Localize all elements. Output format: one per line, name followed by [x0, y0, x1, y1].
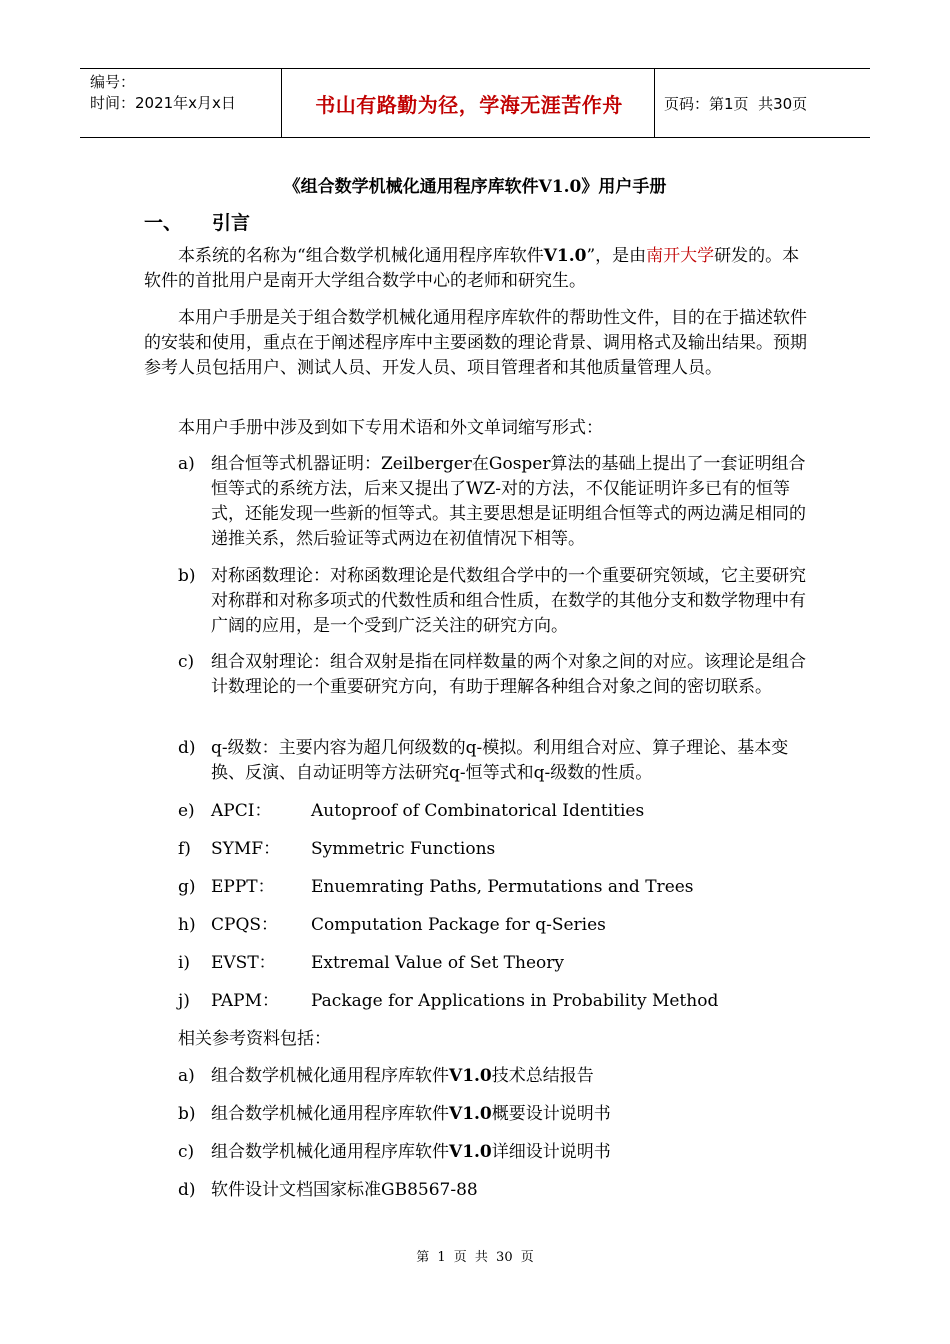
abbreviation-item [178, 875, 694, 900]
abbr-value: Symmetric Functions [311, 839, 496, 859]
abbreviation-item [178, 913, 606, 938]
abbr-key: CPQS： [211, 915, 279, 935]
abbr-value: Computation Package for q-Series [311, 915, 606, 935]
ref-text: 详细设计说明书 [491, 1142, 611, 1162]
ref-version: V1.0 [449, 1142, 492, 1162]
item-text: q-级数：主要内容为超几何级数的q-模拟。利用组合对应、算子理论、基本变换、反演、自动证明等方法研究q-恒等式和q-级数的性质。 [211, 738, 789, 783]
item-label: d) [178, 1180, 196, 1200]
abbreviation-item [178, 837, 495, 862]
term-item [178, 736, 818, 786]
term-item [178, 650, 818, 700]
references-intro: 相关参考资料包括： [178, 1029, 331, 1049]
reference-item [178, 1064, 594, 1089]
p1-version: V1.0 [543, 246, 587, 266]
abbreviation-item [178, 799, 644, 824]
abbr-key: PAPM： [211, 991, 279, 1011]
item-label: d) [178, 738, 196, 758]
item-label: h) [178, 915, 196, 935]
intro-paragraph-2 [144, 306, 812, 381]
item-label: j) [178, 991, 190, 1011]
item-label: c) [178, 1142, 195, 1162]
section-number: 一、 [144, 212, 183, 234]
p1-text: ”，是由 [586, 246, 647, 266]
abbr-key: EVST： [211, 953, 276, 973]
abbreviation-item [178, 989, 718, 1014]
reference-item [178, 1140, 611, 1165]
header-meta [90, 72, 236, 114]
abbr-value: Package for Applications in Probability Method [311, 991, 719, 1011]
abbr-key: SYMF： [211, 839, 281, 859]
term-item [178, 564, 818, 639]
item-label: a) [178, 454, 195, 474]
nankai-link[interactable]: 南开大学 [646, 246, 715, 266]
header-divider [281, 69, 282, 137]
intro-paragraph-1 [144, 244, 812, 294]
item-label: c) [178, 652, 195, 672]
intro-paragraph-3 [144, 416, 812, 441]
item-label: a) [178, 1066, 195, 1086]
p2-text: 本用户手册是关于组合数学机械化通用程序库软件的帮助性文件，目的在于描述软件的安装和使用，重点在于阐述程序库中主要函数的理论背景、调用格式及输出结果。预期参考人员包括用户、测试人员、开发人员、项目管理者和其他质量管理人员。 [144, 308, 807, 378]
reference-item [178, 1102, 611, 1127]
item-label: f) [178, 839, 191, 859]
item-text: 组合恒等式机器证明：Zeilberger在Gosper算法的基础上提出了一套证明组合恒等式的系统方法，后来又提出了WZ-对的方法，不仅能证明许多已有的恒等式，还能发现一些新的恒等式。其主要思想是证明组合恒等式的两边满足相同的递推关系，然后验证等式两边在初值情况下相等。 [211, 454, 806, 549]
reference-item [178, 1178, 478, 1203]
header-page-number: 页码：第1页 共30页 [664, 94, 808, 113]
abbr-key: APCI： [211, 801, 272, 821]
section-heading [144, 208, 250, 235]
header-motto: 书山有路勤为径，学海无涯苦作舟 [315, 92, 623, 117]
item-label: b) [178, 566, 196, 586]
ref-text: 技术总结报告 [491, 1066, 594, 1086]
item-label: g) [178, 877, 196, 897]
p1-text: 研发的。本软件的首批用户是南开大学组合数学中心的老师和研究生。 [144, 246, 800, 291]
time-label: 时间：2021年x月x日 [90, 94, 236, 112]
page-footer: 第 1 页 共 30 页 [416, 1250, 534, 1265]
ref-text: 组合数学机械化通用程序库软件 [211, 1104, 449, 1124]
item-label: e) [178, 801, 195, 821]
ref-text: 组合数学机械化通用程序库软件 [211, 1142, 449, 1162]
abbreviation-item [178, 951, 564, 976]
abbr-value: Autoproof of Combinatorical Identities [311, 801, 645, 821]
section-name: 引言 [212, 212, 251, 234]
abbr-key: EPPT： [211, 877, 275, 897]
ref-text: 组合数学机械化通用程序库软件 [211, 1066, 449, 1086]
abbr-value: Extremal Value of Set Theory [311, 953, 564, 973]
page-header [80, 68, 870, 138]
code-label: 编号： [90, 73, 136, 91]
term-item [178, 452, 818, 552]
p1-text: 本系统的名称为“组合数学机械化通用程序库软件 [178, 246, 544, 266]
ref-version: V1.0 [449, 1066, 492, 1086]
p3-text: 本用户手册中涉及到如下专用术语和外文单词缩写形式： [178, 418, 603, 438]
ref-text: 软件设计文档国家标准GB8567-88 [211, 1180, 478, 1200]
item-text: 组合双射理论：组合双射是指在同样数量的两个对象之间的对应。该理论是组合计数理论的一个重要研究方向，有助于理解各种组合对象之间的密切联系。 [211, 652, 806, 697]
item-label: b) [178, 1104, 196, 1124]
item-text: 对称函数理论：对称函数理论是代数组合学中的一个重要研究领域，它主要研究对称群和对称多项式的代数性质和组合性质，在数学的其他分支和数学物理中有广阔的应用，是一个受到广泛关注的研究方向。 [211, 566, 806, 636]
ref-version: V1.0 [449, 1104, 492, 1124]
ref-text: 概要设计说明书 [491, 1104, 611, 1124]
item-label: i) [178, 953, 191, 973]
document-title: 《组合数学机械化通用程序库软件V1.0》用户手册 [283, 177, 667, 197]
abbr-value: Enuemrating Paths, Permutations and Trees [311, 877, 694, 897]
